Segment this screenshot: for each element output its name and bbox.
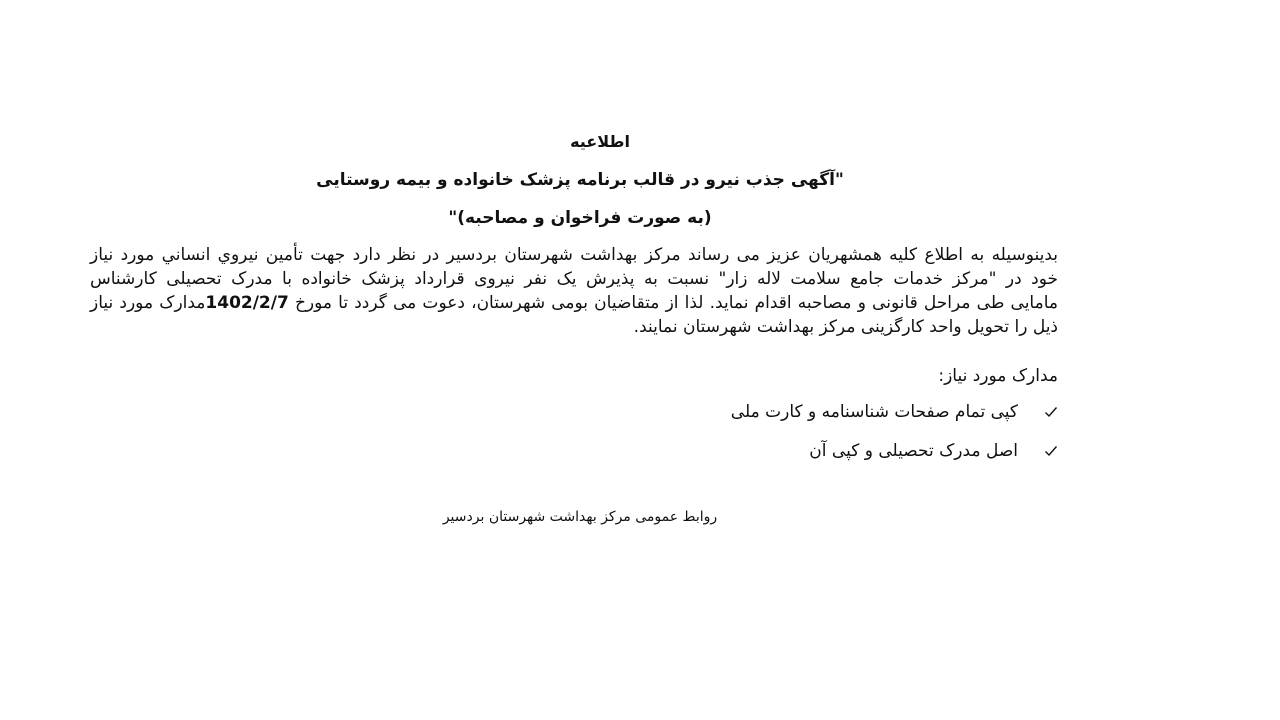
required-doc-item [809, 441, 1058, 461]
check-icon [1044, 444, 1058, 458]
body-line: ذیل را تحویل واحد کارگزینی مرکز بهداشت شهرستان نمایند. [633, 317, 1058, 337]
body-line-text: مامایی طی مراحل قانونی و مصاحبه اقدام نماید. لذا از متقاضیان بومی شهرستان، دعوت می گردد تا مورخ [294, 293, 1058, 313]
body-line: خود در "مرکز خدمات جامع سلامت لاله زار" نسبت به پذیرش یک نفر نیروی قرارداد پزشک خانواده با مدرک تحصیلی کارشناس [90, 269, 1058, 289]
body-line-with-date [90, 291, 1058, 315]
required-doc-label: کپی تمام صفحات شناسنامه و کارت ملی [730, 402, 1018, 422]
body-line-suffix: مدارک مورد نیاز [90, 293, 206, 313]
body-line: بدینوسیله به اطلاع کلیه همشهریان عزیز می رساند مرکز بهداشت شهرستان بردسیر در نظر دارد جهت تأمین نيروي انساني مورد نیاز [90, 245, 1058, 265]
required-doc-item [731, 402, 1058, 422]
deadline-date: 1402/2/7 [205, 293, 289, 313]
announcement-title: اطلاعیه [570, 132, 630, 151]
announcement-subtitle: "آگهی جذب نیرو در قالب برنامه پزشک خانواده و بیمه روستایی [316, 170, 844, 190]
check-icon [1044, 405, 1058, 419]
announcement-body [90, 243, 1058, 339]
required-docs-header: مدارک مورد نیاز: [938, 366, 1058, 386]
required-doc-label: اصل مدرک تحصیلی و کپی آن [809, 441, 1018, 461]
footer-signature: روابط عمومی مرکز بهداشت شهرستان بردسیر [442, 509, 718, 525]
announcement-subtitle-method: (به صورت فراخوان و مصاحبه)" [448, 208, 712, 228]
